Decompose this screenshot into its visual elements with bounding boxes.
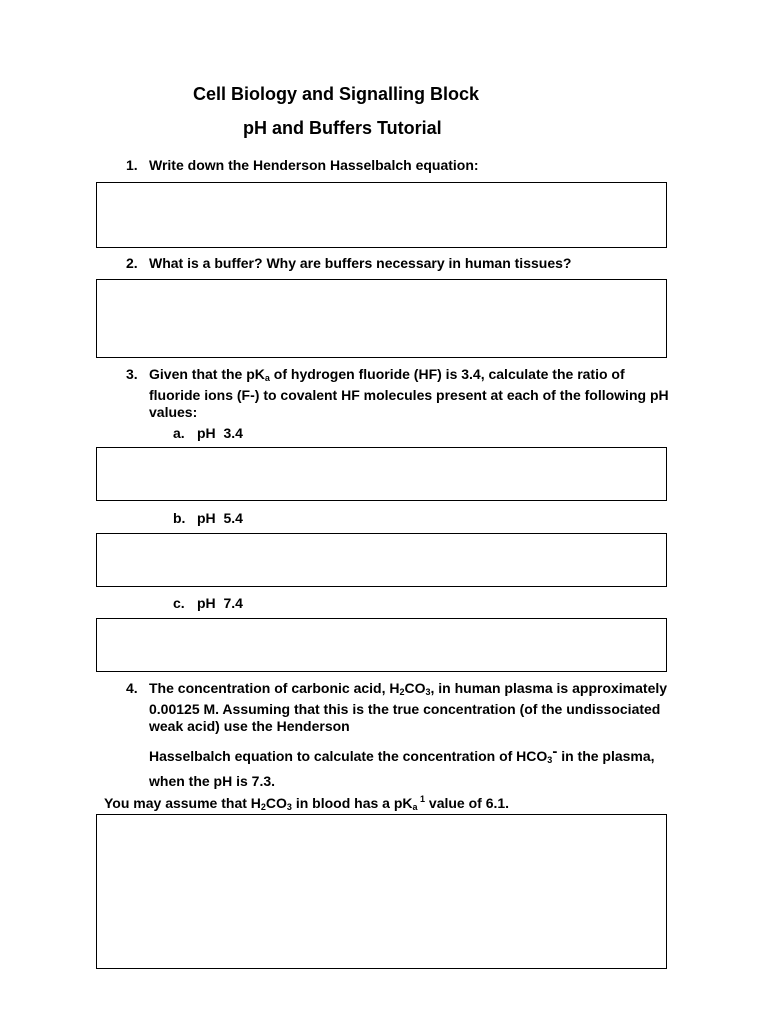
question-3a-text: pH 3.4 — [197, 425, 243, 441]
answer-box-3a[interactable] — [96, 447, 667, 501]
answer-box-4[interactable] — [96, 814, 667, 969]
question-4-text-continued: Hasselbalch equation to calculate the concentration of $HCO_3^-$ in the plasma, when the pH is 7.3. — [149, 743, 655, 789]
question-4-note: You may assume that $H_2CO_3$ in blood has a $pK_a$ $^1$ value of 6.1. — [104, 794, 510, 812]
question-4-text: The concentration of carbonic acid, $H_2CO_3$, in human plasma is approximately 0.00125 M. Assuming that this is the true concentration (of the undissociated weak acid) use the Henderson — [149, 680, 668, 734]
question-3-number: 3. — [126, 366, 138, 382]
document-subtitle: pH and Buffers Tutorial — [243, 118, 442, 138]
question-2-number: 2. — [126, 255, 138, 271]
answer-box-2[interactable] — [96, 279, 667, 358]
question-3c-text: pH 7.4 — [197, 595, 243, 611]
question-3b-text: pH 5.4 — [197, 510, 243, 526]
question-3a-letter: a. — [173, 425, 185, 441]
answer-box-1[interactable] — [96, 182, 667, 248]
question-2-text: What is a buffer? Why are buffers necessary in human tissues? — [149, 255, 572, 271]
question-3b-letter: b. — [173, 510, 186, 526]
question-1-number: 1. — [126, 157, 138, 173]
question-3-text: Given that the $pK_a$ of hydrogen fluoride (HF) is 3.4, calculate the ratio of fluoride ions (F-) to covalent HF molecules present at each of the following pH values: — [149, 366, 669, 420]
answer-box-3b[interactable] — [96, 533, 667, 587]
answer-box-3c[interactable] — [96, 618, 667, 672]
document-title: Cell Biology and Signalling Block — [193, 84, 480, 104]
question-4-number: 4. — [126, 680, 138, 696]
question-1-text: Write down the Henderson Hasselbalch equation: — [149, 157, 479, 173]
question-3c-letter: c. — [173, 595, 185, 611]
